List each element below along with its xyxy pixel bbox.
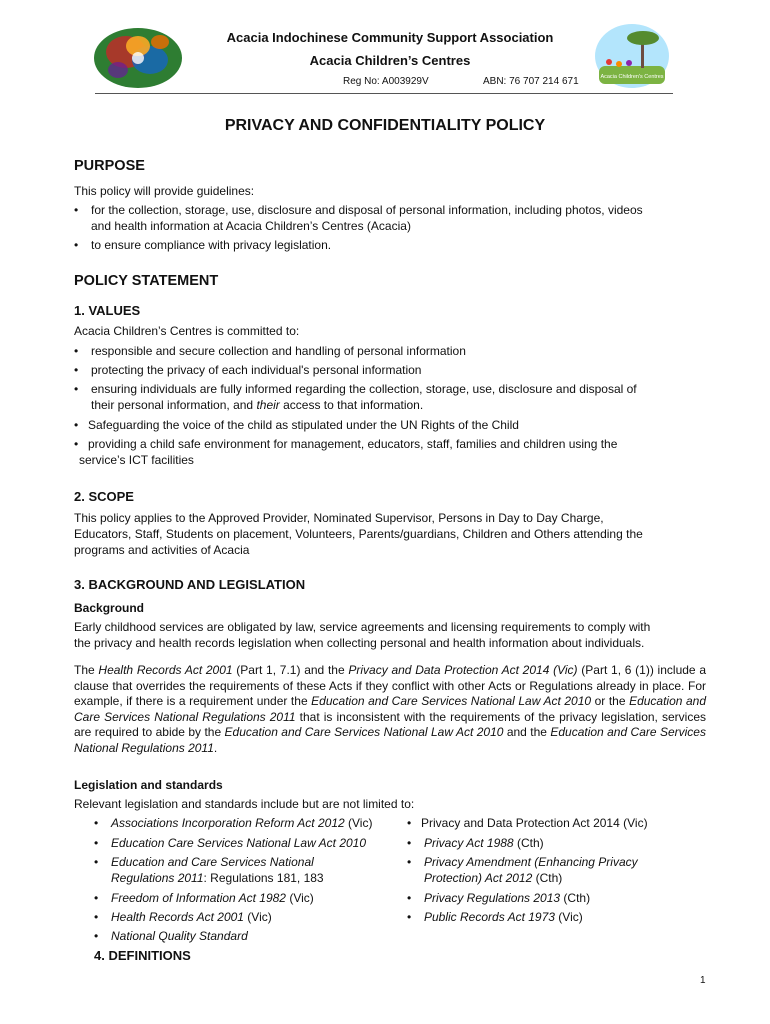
- centres-logo: [593, 22, 671, 90]
- centres-name: Acacia Children’s Centres: [309, 53, 471, 68]
- abn-number: ABN: 76 707 214 671: [483, 76, 579, 87]
- scope-heading: 2. SCOPE: [74, 489, 134, 504]
- list-item: • Safeguarding the voice of the child as stipulated under the UN Rights of the Child: [74, 418, 519, 432]
- page-title: PRIVACY AND CONFIDENTIALITY POLICY: [224, 117, 546, 134]
- values-heading: 1. VALUES: [74, 303, 141, 318]
- list-item: • Privacy Regulations 2013 (Cth): [407, 891, 591, 905]
- list-item: • ensuring individuals are fully informed regarding the collection, storage, use, disclosure and disposal of their personal information, and their access to that information.: [74, 382, 637, 412]
- list-item: • Privacy Act 1988 (Cth): [407, 836, 544, 850]
- list-item: • to ensure compliance with privacy legislation.: [74, 238, 332, 252]
- list-item: • Education and Care Services National Regulations 2011: Regulations 181, 183: [94, 855, 324, 885]
- background-paragraph-2: The Health Records Act 2001 (Part 1, 7.1) and the Privacy and Data Protection Act 2014 (Vic) (Part 1, 6 (1)) include a clause that overrides the requirements of these Acts if they conflict with other Acts or Regulations already in place. For example, if there is a requirement under the Education and Care Services National Law Act 2010 or the Education and Care Services National Regulations 2011 that is inconsistent with the requirements of the privacy legislation, services are required to abide by the Education and Care Services National Law Act 2010 and the Education and Care Services National Regulations 2011.: [74, 663, 707, 755]
- list-item: • for the collection, storage, use, disclosure and disposal of personal information, including photos, videos and health information at Acacia Children’s Centres (Acacia): [74, 203, 643, 233]
- legislation-intro: Relevant legislation and standards include but are not limited to:: [74, 797, 415, 811]
- list-item: • responsible and secure collection and handling of personal information: [74, 344, 466, 358]
- list-item: • Education Care Services National Law Act 2010: [94, 836, 367, 850]
- background-paragraph-1: Early childhood services are obligated by law, service agreements and licensing requirements to comply with the privacy and health records legislation when collecting personal and health information about individuals.: [74, 620, 651, 650]
- legislation-subheading: Legislation and standards: [74, 778, 223, 792]
- list-item: • protecting the privacy of each individual's personal information: [74, 363, 422, 377]
- list-item: • Privacy and Data Protection Act 2014 (Vic): [407, 816, 648, 830]
- list-item: • Privacy Amendment (Enhancing Privacy Protection) Act 2012 (Cth): [407, 855, 638, 885]
- list-item: • National Quality Standard: [94, 929, 248, 943]
- svg-text:Acacia Children's Centres: Acacia Children's Centres: [600, 74, 664, 80]
- list-item: • Freedom of Information Act 1982 (Vic): [94, 891, 314, 905]
- values-intro: Acacia Children’s Centres is committed to:: [74, 324, 300, 338]
- background-heading: 3. BACKGROUND AND LEGISLATION: [74, 577, 306, 592]
- scope-paragraph: This policy applies to the Approved Provider, Nominated Supervisor, Persons in Day to Day Charge, Educators, Staff, Students on placement, Volunteers, Parents/guardians, Children and Others attending the programs and activities of Acacia: [74, 511, 643, 557]
- header-rule: [95, 93, 673, 94]
- reg-number: Reg No: A003929V: [343, 76, 429, 87]
- org-name: Acacia Indochinese Community Support Association: [226, 30, 554, 45]
- definitions-heading: 4. DEFINITIONS: [94, 948, 191, 963]
- list-item: • Associations Incorporation Reform Act 2012 (Vic): [94, 816, 373, 830]
- list-item: • providing a child safe environment for management, educators, staff, families and children using the service’s ICT facilities: [74, 437, 618, 467]
- list-item: • Health Records Act 2001 (Vic): [94, 910, 272, 924]
- purpose-intro: This policy will provide guidelines:: [74, 184, 255, 198]
- background-subheading: Background: [74, 601, 145, 615]
- purpose-heading: PURPOSE: [74, 158, 145, 174]
- policy-statement-heading: POLICY STATEMENT: [74, 273, 219, 289]
- page-number: 1: [700, 975, 706, 986]
- list-item: • Public Records Act 1973 (Vic): [407, 910, 583, 924]
